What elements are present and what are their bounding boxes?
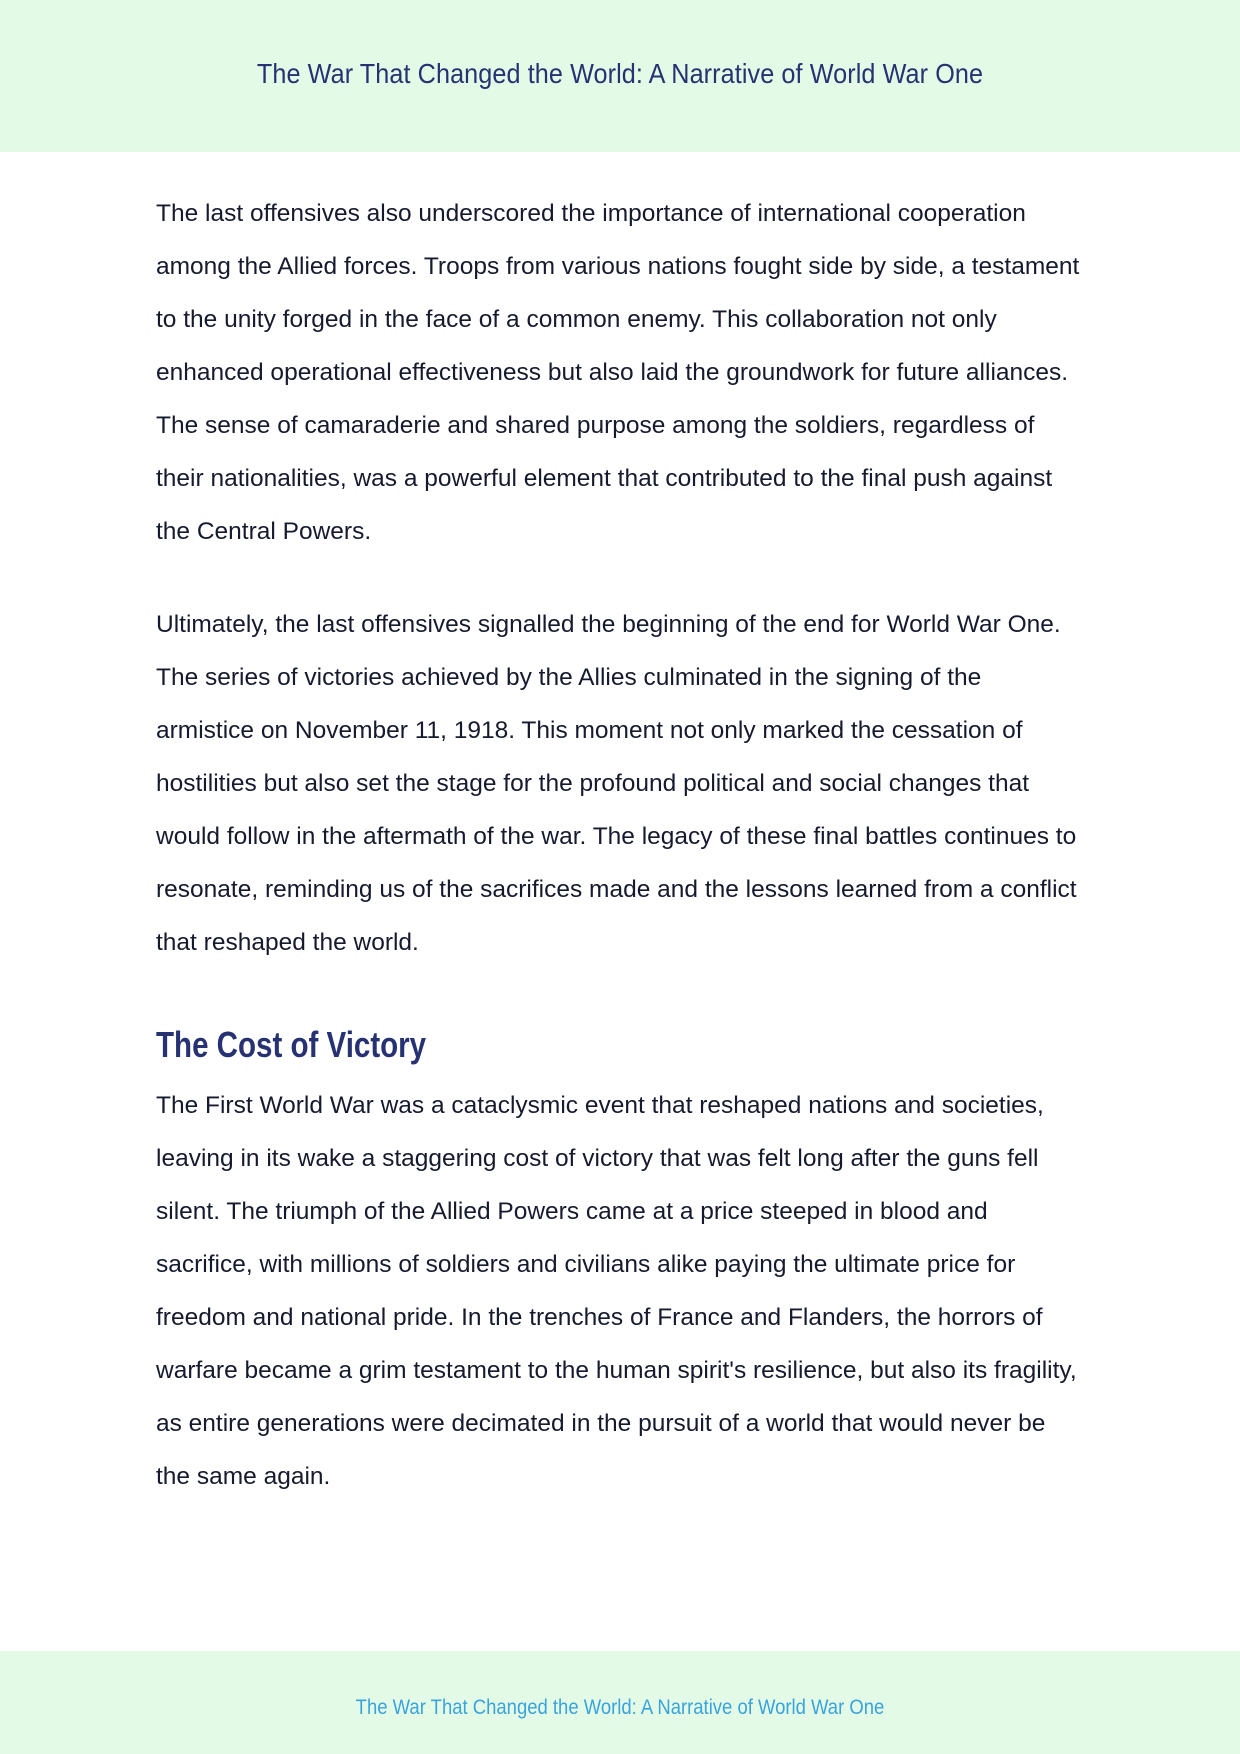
header-title: The War That Changed the World: A Narrative of World War One <box>256 58 984 89</box>
footer-title: The War That Changed the World: A Narrative of World War One <box>355 1696 885 1719</box>
section-heading: The Cost of Victory <box>156 1024 427 1065</box>
body-paragraph: Ultimately, the last offensives signalled the beginning of the end for World War One. The series of victories achieved by the Allies culminated in the signing of the armistice on November 11, 1918. This moment not only marked the cessation of hostilities but also set the stage for the profound political and social changes that would follow in the aftermath of the war. The legacy of these final battles continues to resonate, reminding us of the sacrifices made and the lessons learned from a conflict that reshaped the world. <box>156 611 1077 956</box>
body-paragraph: The First World War was a cataclysmic event that reshaped nations and societies, leaving in its wake a staggering cost of victory that was felt long after the guns fell silent. The triumph of the Allied Powers came at a price steeped in blood and sacrifice, with millions of soldiers and civilians alike paying the ultimate price for freedom and national pride. In the trenches of France and Flanders, the horrors of warfare became a grim testament to the human spirit's resilience, but also its fragility, as entire generations were decimated in the pursuit of a world that would never be the same again. <box>156 1092 1077 1490</box>
body-paragraph: The last offensives also underscored the importance of international cooperation among the Allied forces. Troops from various nations fought side by side, a testament to the unity forged in the face of a common enemy. This collaboration not only enhanced operational effectiveness but also laid the groundwork for future alliances. The sense of camaraderie and shared purpose among the soldiers, regardless of their nationalities, was a powerful element that contributed to the final push against the Central Powers. <box>156 200 1080 545</box>
main-content <box>156 187 1086 1503</box>
